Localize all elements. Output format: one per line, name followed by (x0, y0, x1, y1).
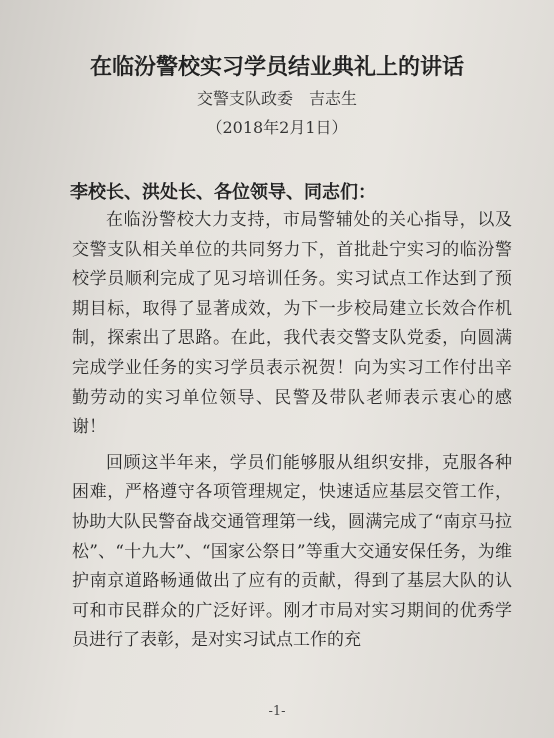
paragraph: 回顾这半年来，学员们能够服从组织安排，克服各种困难，严格遵守各项管理规定，快速适应基层交管工作，协助大队民警奋战交通管理第一线，圆满完成了“南京马拉松”、“十九大”、“国家公祭日”等重大交通安保任务，为维护南京道路畅通做出了应有的贡献，得到了基层大队的认可和市民群众的广泛好评。刚才市局对实习期间的优秀学员进行了表彰，是对实习试点工作的充 (72, 452, 512, 651)
paragraph: 在临汾警校大力支持，市局警辅处的关心指导，以及交警支队相关单位的共同努力下，首批赴宁实习的临汾警校学员顺利完成了见习培训任务。实习试点工作达到了预期目标，取得了显著成效，为下一步校局建立长效合作机制，探索出了思路。在此，我代表交警支队党委，向圆满完成学业任务的实习学员表示祝贺！向为实习工作付出辛勤劳动的实习单位领导、民警及带队老师表示衷心的感谢！ (72, 210, 512, 438)
speech-date: （2018年2月1日） (206, 118, 348, 137)
speech-title: 在临汾警校实习学员结业典礼上的讲话 (89, 54, 464, 80)
speech-body (72, 206, 512, 662)
speaker-line: 交警支队政委 吉志生 (196, 89, 357, 108)
page-number: -1- (268, 704, 286, 719)
salutation: 李校长、洪处长、各位领导、同志们： (70, 182, 376, 203)
